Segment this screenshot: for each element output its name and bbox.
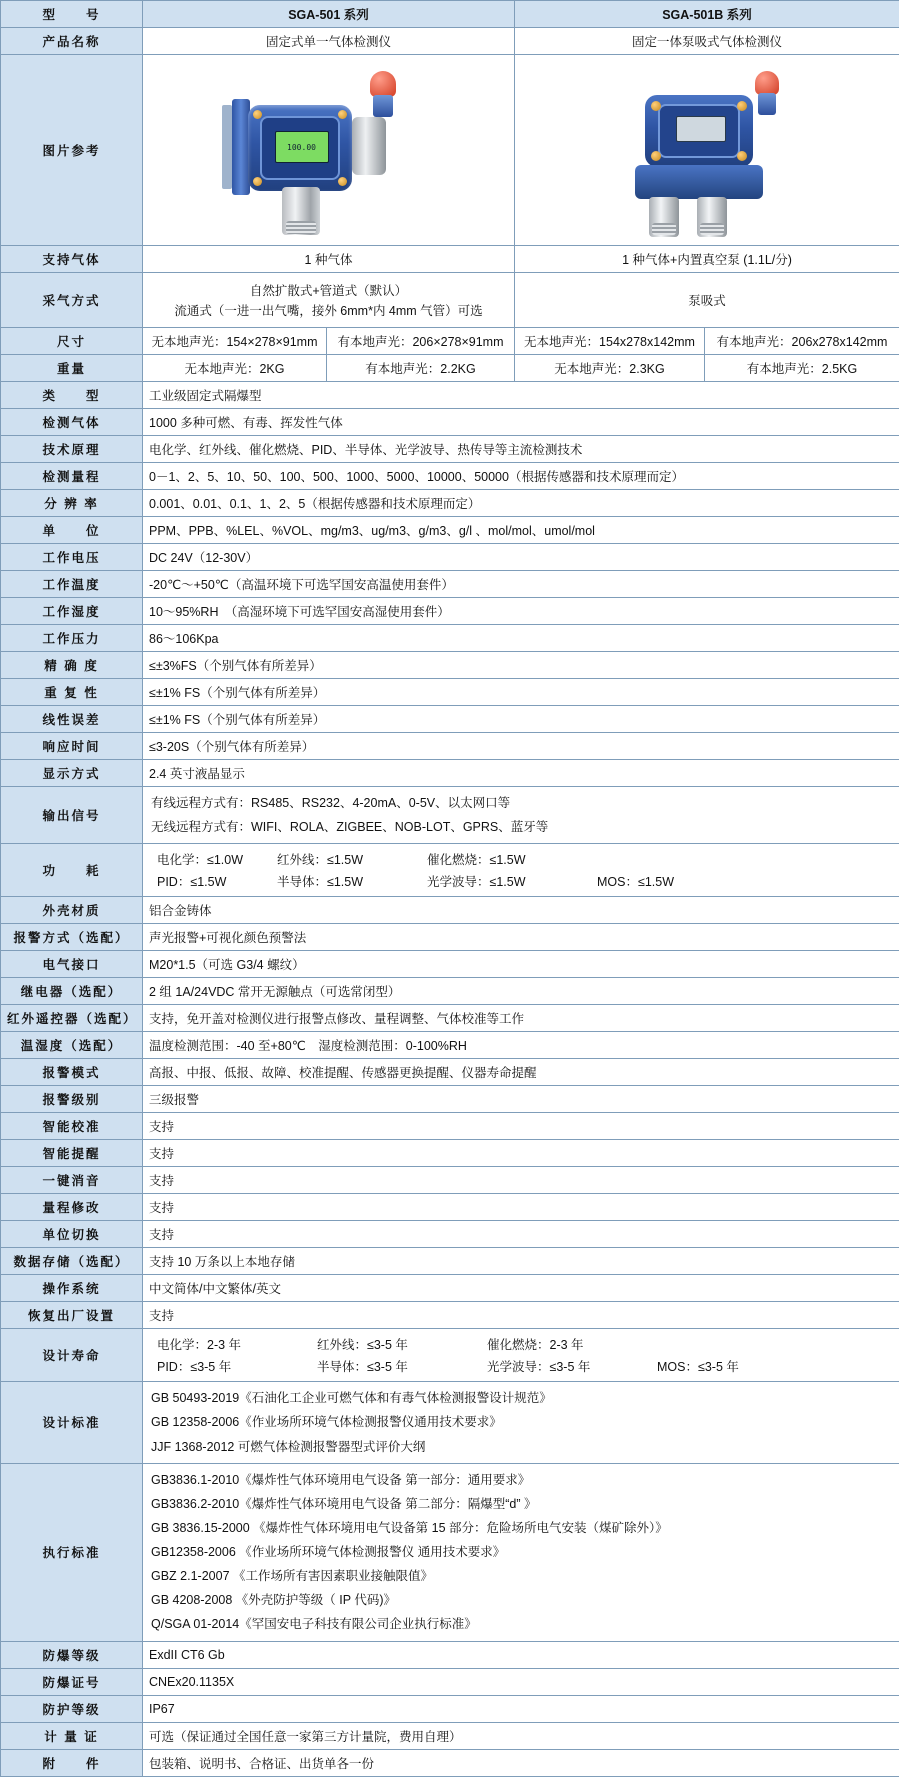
table-row <box>1 1032 899 1059</box>
row-label: 智能提醒 <box>1 1140 143 1167</box>
table-row <box>1 382 899 409</box>
row-label: 电气接口 <box>1 951 143 978</box>
row-label: 数据存储（选配） <box>1 1248 143 1275</box>
table-row <box>1 1668 899 1695</box>
row-label: 检测气体 <box>1 409 143 436</box>
row-label: 恢复出厂设置 <box>1 1302 143 1329</box>
table-row <box>1 246 899 273</box>
table-row <box>1 544 899 571</box>
sampling-left-line1: 自然扩散式+管道式（默认） <box>149 277 508 300</box>
row-value: ≤±1% FS（个别气体有所差异） <box>143 679 899 706</box>
device-display <box>676 116 726 142</box>
row-value: 0.001、0.01、0.1、1、2、5（根据传感器和技术原理而定） <box>143 490 899 517</box>
row-value: 1000 多种可燃、有毒、挥发性气体 <box>143 409 899 436</box>
row-value: -20℃～+50℃（高温环境下可选罕国安高温使用套件） <box>143 571 899 598</box>
table-row <box>1 787 899 844</box>
weight-c2: 有本地声光：2.2KG <box>327 355 515 382</box>
table-row <box>1 924 899 951</box>
row-label: 显示方式 <box>1 760 143 787</box>
sensor-probe-icon <box>352 117 386 175</box>
life-item: 催化燃烧：2-3 年 <box>487 1335 657 1353</box>
row-label: 采气方式 <box>1 273 143 328</box>
table-row <box>1 1005 899 1032</box>
weight-c1: 无本地声光：2KG <box>143 355 327 382</box>
standard-line: Q/SGA 01-2014《罕国安电子科技有限公司企业执行标准》 <box>149 1612 893 1636</box>
row-label: 附 件 <box>1 1749 143 1776</box>
standard-line: GBZ 2.1-2007 《工作场所有害因素职业接触限值》 <box>149 1564 893 1588</box>
row-label: 类 型 <box>1 382 143 409</box>
row-value: M20*1.5（可选 G3/4 螺纹） <box>143 951 899 978</box>
row-value: 工业级固定式隔爆型 <box>143 382 899 409</box>
supported-gas-right: 1 种气体+内置真空泵 (1.1L/分) <box>515 246 899 273</box>
row-label: 一键消音 <box>1 1167 143 1194</box>
standard-line: GB3836.2-2010《爆炸性气体环境用电气设备 第二部分：隔爆型“d” 》 <box>149 1492 893 1516</box>
row-label: 产品名称 <box>1 28 143 55</box>
table-row <box>1 1194 899 1221</box>
table-row-images <box>1 55 899 246</box>
device-illustration-wall-mount <box>204 65 454 237</box>
table-row <box>1 598 899 625</box>
table-row <box>1 490 899 517</box>
power-item: MOS：≤1.5W <box>597 872 717 890</box>
row-value: 支持 <box>143 1302 899 1329</box>
row-value: 高报、中报、低报、故障、校准提醒、传感器更换提醒、仪器寿命提醒 <box>143 1059 899 1086</box>
table-row <box>1 409 899 436</box>
sampling-left <box>143 273 515 328</box>
device-face <box>260 116 340 180</box>
pump-base <box>635 165 763 199</box>
row-label: 单 位 <box>1 517 143 544</box>
table-row <box>1 1749 899 1776</box>
table-row <box>1 1 899 28</box>
bolt-icon <box>338 110 347 119</box>
life-item: PID：≤3-5 年 <box>157 1357 317 1375</box>
row-value: DC 24V（12-30V） <box>143 544 899 571</box>
row-label: 继电器（选配） <box>1 978 143 1005</box>
table-row <box>1 1059 899 1086</box>
row-value: CNEx20.1135X <box>143 1668 899 1695</box>
row-value: 10～95%RH （高湿环境下可选罕国安高湿使用套件） <box>143 598 899 625</box>
life-item: 红外线：≤3-5 年 <box>317 1335 487 1353</box>
row-label: 设计标准 <box>1 1382 143 1463</box>
power-line-1 <box>149 848 893 870</box>
row-value: 0－1、2、5、10、50、100、500、1000、5000、10000、50000（根据传感器和技术原理而定） <box>143 463 899 490</box>
table-row <box>1 652 899 679</box>
row-label: 智能校准 <box>1 1113 143 1140</box>
output-line: 有线远程方式有：RS485、RS232、4-20mA、0-5V、以太网口等 <box>149 791 893 815</box>
table-row <box>1 571 899 598</box>
table-row <box>1 1221 899 1248</box>
row-value: 支持，免开盖对检测仪进行报警点修改、量程调整、气体校准等工作 <box>143 1005 899 1032</box>
standard-line: GB12358-2006 《作业场所环境气体检测报警仪 通用技术要求》 <box>149 1540 893 1564</box>
row-label: 工作电压 <box>1 544 143 571</box>
table-row <box>1 978 899 1005</box>
standard-line: GB 4208-2008 《外壳防护等级（ IP 代码)》 <box>149 1588 893 1612</box>
device-body <box>645 95 753 167</box>
row-label: 工作温度 <box>1 571 143 598</box>
standard-line: GB 3836.15-2000 《爆炸性气体环境用电气设备第 15 部分：危险场所电气安装（煤矿除外）》 <box>149 1516 893 1540</box>
execution-standards <box>143 1463 899 1641</box>
row-label: 技术原理 <box>1 436 143 463</box>
row-label: 报警方式（选配） <box>1 924 143 951</box>
row-value: ≤3-20S（个别气体有所差异） <box>143 733 899 760</box>
row-label: 量程修改 <box>1 1194 143 1221</box>
standard-line: GB 50493-2019《石油化工企业可燃气体和有毒气体检测报警设计规范》 <box>149 1386 893 1410</box>
outlet-port-icon <box>697 197 727 237</box>
bolt-icon <box>737 151 747 161</box>
row-value: 电化学、红外线、催化燃烧、PID、半导体、光学波导、热传导等主流检测技术 <box>143 436 899 463</box>
table-row <box>1 436 899 463</box>
standard-line: GB3836.1-2010《爆炸性气体环境用电气设备 第一部分：通用要求》 <box>149 1468 893 1492</box>
row-label: 功 耗 <box>1 844 143 897</box>
table-row <box>1 328 899 355</box>
size-c2: 有本地声光：206×278×91mm <box>327 328 515 355</box>
row-label: 型 号 <box>1 1 143 28</box>
row-label: 外壳材质 <box>1 897 143 924</box>
table-row <box>1 1329 899 1382</box>
row-value: 三级报警 <box>143 1086 899 1113</box>
alarm-beacon-icon <box>755 71 779 115</box>
row-label: 图片参考 <box>1 55 143 246</box>
table-row <box>1 1722 899 1749</box>
life-line-1 <box>149 1333 893 1355</box>
row-value: 2 组 1A/24VDC 常开无源触点（可选常闭型） <box>143 978 899 1005</box>
table-row <box>1 1463 899 1641</box>
table-row <box>1 517 899 544</box>
row-value: ≤±3%FS（个别气体有所差异） <box>143 652 899 679</box>
row-value: 包装箱、说明书、合格证、出货单各一份 <box>143 1749 899 1776</box>
table-row <box>1 1275 899 1302</box>
power-item: 半导体：≤1.5W <box>277 872 427 890</box>
life-item: MOS：≤3-5 年 <box>657 1357 739 1375</box>
device-illustration-pump <box>587 65 827 237</box>
row-label: 操作系统 <box>1 1275 143 1302</box>
row-label: 重量 <box>1 355 143 382</box>
device-image-right <box>515 55 899 246</box>
design-life <box>143 1329 899 1382</box>
row-value: 铝合金铸体 <box>143 897 899 924</box>
life-line-2 <box>149 1355 893 1377</box>
power-item <box>597 850 717 868</box>
bolt-icon <box>253 110 262 119</box>
row-value: PPM、PPB、%LEL、%VOL、mg/m3、ug/m3、g/m3、g/l 、mol/mol、umol/mol <box>143 517 899 544</box>
power-item: 电化学：≤1.0W <box>157 850 277 868</box>
row-value: 支持 <box>143 1140 899 1167</box>
bolt-icon <box>338 177 347 186</box>
table-row <box>1 706 899 733</box>
inlet-port-icon <box>649 197 679 237</box>
row-value: 温度检测范围：-40 至+80℃ 湿度检测范围：0-100%RH <box>143 1032 899 1059</box>
power-consumption <box>143 844 899 897</box>
output-signal <box>143 787 899 844</box>
power-item: 光学波导：≤1.5W <box>427 872 597 890</box>
row-label: 分 辨 率 <box>1 490 143 517</box>
row-label: 计 量 证 <box>1 1722 143 1749</box>
cable-gland-icon <box>282 187 320 235</box>
life-item: 光学波导：≤3-5 年 <box>487 1357 657 1375</box>
power-item: 催化燃烧：≤1.5W <box>427 850 597 868</box>
size-c4: 有本地声光：206x278x142mm <box>705 328 899 355</box>
product-name-left: 固定式单一气体检测仪 <box>143 28 515 55</box>
table-row <box>1 897 899 924</box>
row-value: IP67 <box>143 1695 899 1722</box>
table-row <box>1 1113 899 1140</box>
life-item: 半导体：≤3-5 年 <box>317 1357 487 1375</box>
table-row <box>1 1695 899 1722</box>
row-value: ≤±1% FS（个别气体有所差异） <box>143 706 899 733</box>
table-row <box>1 28 899 55</box>
row-label: 重 复 性 <box>1 679 143 706</box>
row-value: 支持 <box>143 1167 899 1194</box>
table-row <box>1 679 899 706</box>
row-label: 工作湿度 <box>1 598 143 625</box>
size-c3: 无本地声光：154x278x142mm <box>515 328 705 355</box>
row-label: 防爆等级 <box>1 1641 143 1668</box>
row-label: 报警级别 <box>1 1086 143 1113</box>
row-label: 防护等级 <box>1 1695 143 1722</box>
row-label: 工作压力 <box>1 625 143 652</box>
table-row <box>1 1086 899 1113</box>
sampling-left-line2: 流通式（一进一出气嘴，接外 6mm*内 4mm 气管）可选 <box>149 300 508 323</box>
table-row <box>1 463 899 490</box>
life-item: 电化学：2-3 年 <box>157 1335 317 1353</box>
row-value: 支持 10 万条以上本地存储 <box>143 1248 899 1275</box>
table-row <box>1 1302 899 1329</box>
device-body <box>248 105 352 191</box>
row-label: 防爆证号 <box>1 1668 143 1695</box>
row-label: 响应时间 <box>1 733 143 760</box>
row-value: 支持 <box>143 1221 899 1248</box>
row-value: 声光报警+可视化颜色预警法 <box>143 924 899 951</box>
table-row <box>1 273 899 328</box>
table-row <box>1 1382 899 1463</box>
row-label: 精 确 度 <box>1 652 143 679</box>
row-value: ExdII CT6 Gb <box>143 1641 899 1668</box>
product-name-right: 固定一体泵吸式气体检测仪 <box>515 28 899 55</box>
row-label: 温湿度（选配） <box>1 1032 143 1059</box>
power-item: 红外线：≤1.5W <box>277 850 427 868</box>
device-face <box>658 104 740 158</box>
table-row <box>1 355 899 382</box>
weight-c3: 无本地声光：2.3KG <box>515 355 705 382</box>
table-row <box>1 625 899 652</box>
row-label: 执行标准 <box>1 1463 143 1641</box>
design-standards <box>143 1382 899 1463</box>
row-label: 线性误差 <box>1 706 143 733</box>
row-label: 报警模式 <box>1 1059 143 1086</box>
power-line-2 <box>149 870 893 892</box>
table-row <box>1 733 899 760</box>
table-row <box>1 1641 899 1668</box>
output-line: 无线远程方式有：WIFI、ROLA、ZIGBEE、NOB-LOT、GPRS、蓝牙等 <box>149 815 893 839</box>
device-display-value: 100.00 <box>275 131 329 163</box>
bolt-icon <box>651 151 661 161</box>
row-value: 支持 <box>143 1113 899 1140</box>
sampling-right: 泵吸式 <box>515 273 899 328</box>
table-row <box>1 1167 899 1194</box>
row-label: 尺寸 <box>1 328 143 355</box>
table-row <box>1 760 899 787</box>
row-label: 检测量程 <box>1 463 143 490</box>
row-label: 支持气体 <box>1 246 143 273</box>
size-c1: 无本地声光：154×278×91mm <box>143 328 327 355</box>
alarm-beacon-icon <box>370 71 396 117</box>
row-label: 输出信号 <box>1 787 143 844</box>
weight-c4: 有本地声光：2.5KG <box>705 355 899 382</box>
row-value: 2.4 英寸液晶显示 <box>143 760 899 787</box>
model-right: SGA-501B 系列 <box>515 1 899 28</box>
bolt-icon <box>651 101 661 111</box>
table-row <box>1 844 899 897</box>
device-image-left <box>143 55 515 246</box>
table-row <box>1 1248 899 1275</box>
row-label: 单位切换 <box>1 1221 143 1248</box>
row-value: 中文简体/中文繁体/英文 <box>143 1275 899 1302</box>
row-value: 支持 <box>143 1194 899 1221</box>
power-item: PID：≤1.5W <box>157 872 277 890</box>
model-left: SGA-501 系列 <box>143 1 515 28</box>
standard-line: GB 12358-2006《作业场所环境气体检测报警仪通用技术要求》 <box>149 1410 893 1434</box>
row-value: 86～106Kpa <box>143 625 899 652</box>
table-row <box>1 1140 899 1167</box>
standard-line: JJF 1368-2012 可燃气体检测报警器型式评价大纲 <box>149 1435 893 1459</box>
table-row <box>1 951 899 978</box>
row-value: 可选（保证通过全国任意一家第三方计量院，费用自理） <box>143 1722 899 1749</box>
bolt-icon <box>253 177 262 186</box>
bolt-icon <box>737 101 747 111</box>
row-label: 设计寿命 <box>1 1329 143 1382</box>
supported-gas-left: 1 种气体 <box>143 246 515 273</box>
row-label: 红外遥控器（选配） <box>1 1005 143 1032</box>
